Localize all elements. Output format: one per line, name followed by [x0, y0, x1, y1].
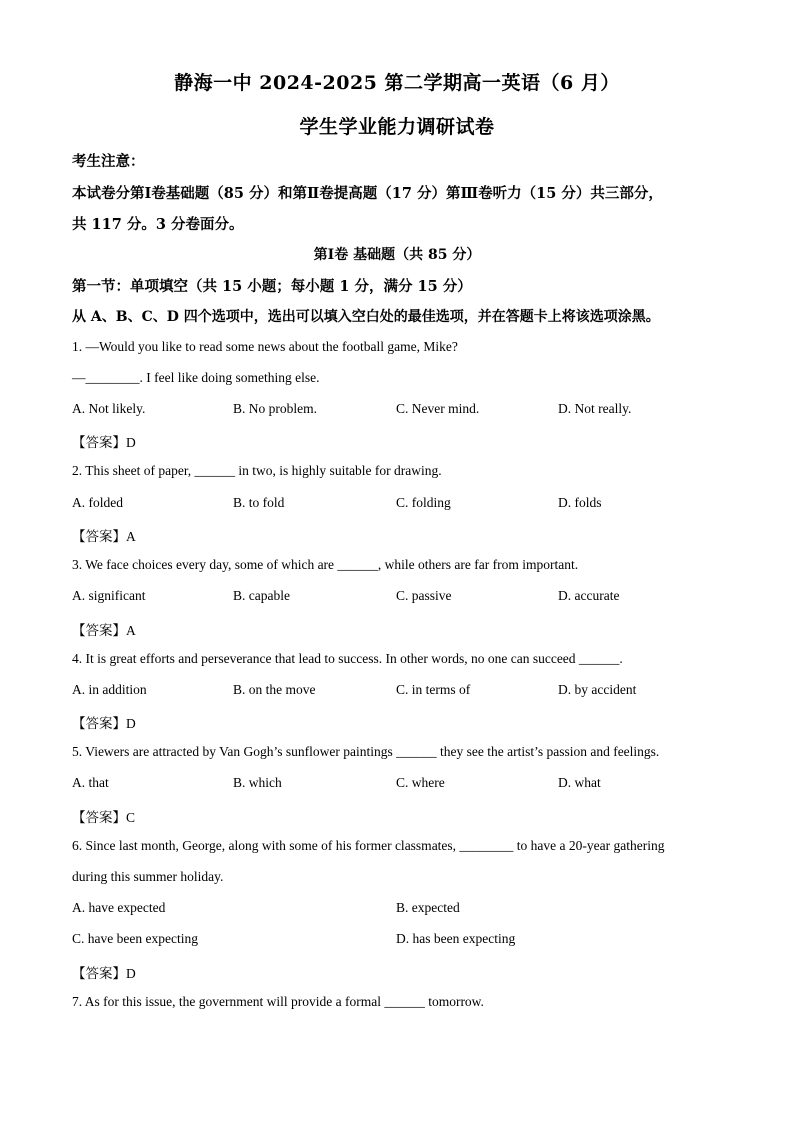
question-2-option-c: C. folding — [396, 495, 451, 510]
exam-title: 静海一中 2024-2025 第二学期高一英语（6 月） — [174, 72, 620, 94]
answer-value: D — [126, 716, 136, 731]
answer-value: D — [126, 435, 136, 450]
question-3-option-b: B. capable — [233, 588, 290, 603]
question-6-option-a: A. have expected — [72, 900, 166, 915]
question-1-option-b: B. No problem. — [233, 401, 317, 416]
question-2-option-a: A. folded — [72, 495, 123, 510]
question-6-option-b: B. expected — [396, 900, 460, 915]
question-3-stem: 3. We face choices every day, some of which are ______, while others are far from important. — [72, 557, 579, 572]
answer-value: A — [126, 529, 136, 544]
question-6-option-c: C. have been expecting — [72, 931, 198, 946]
question-2-stem: 2. This sheet of paper, ______ in two, is highly suitable for drawing. — [72, 463, 442, 478]
question-2-answer — [72, 525, 136, 545]
question-3-option-c: C. passive — [396, 588, 452, 603]
question-1-stem-2: —________. I feel like doing something else. — [72, 370, 320, 385]
question-4-stem: 4. It is great efforts and perseverance that lead to success. In other words, no one can succeed ______. — [72, 651, 623, 666]
section-heading: 第Ⅰ卷 基础题（共 85 分） — [313, 247, 481, 263]
answer-label: 【答案】 — [72, 623, 126, 639]
question-4-option-c: C. in terms of — [396, 682, 471, 697]
question-1-answer — [72, 431, 136, 451]
answer-label: 【答案】 — [72, 529, 126, 545]
question-5-option-a: A. that — [72, 775, 109, 790]
part-heading: 第一节：单项填空（共 15 小题；每小题 1 分，满分 15 分） — [72, 278, 472, 295]
answer-label: 【答案】 — [72, 966, 126, 982]
question-4-option-b: B. on the move — [233, 682, 316, 697]
question-3-option-d: D. accurate — [558, 588, 620, 603]
question-1-stem: 1. —Would you like to read some news about the football game, Mike? — [72, 339, 458, 354]
question-4-option-d: D. by accident — [558, 682, 637, 697]
answer-value: C — [126, 810, 136, 825]
instruction: 从 A、B、C、D 四个选项中，选出可以填入空白处的最佳选项，并在答题卡上将该选项涂黑。 — [72, 309, 660, 325]
question-2-option-b: B. to fold — [233, 495, 285, 510]
notice-label: 考生注意： — [72, 153, 145, 170]
question-7-stem: 7. As for this issue, the government will provide a formal ______ tomorrow. — [72, 994, 484, 1009]
notice-line-1: 本试卷分第Ⅰ卷基础题（85 分）和第Ⅱ卷提高题（17 分）第Ⅲ卷听力（15 分）共三部分， — [72, 185, 663, 202]
question-2-option-d: D. folds — [558, 495, 602, 510]
answer-label: 【答案】 — [72, 810, 126, 826]
exam-subtitle: 学生学业能力调研试卷 — [299, 116, 495, 138]
answer-value: A — [126, 623, 136, 638]
question-4-option-a: A. in addition — [72, 682, 147, 697]
question-5-option-c: C. where — [396, 775, 445, 790]
question-1-option-a: A. Not likely. — [72, 401, 146, 416]
question-3-answer — [72, 619, 136, 639]
question-1-option-d: D. Not really. — [558, 401, 632, 416]
question-6-option-d: D. has been expecting — [396, 931, 516, 946]
answer-label: 【答案】 — [72, 435, 126, 451]
question-5-option-d: D. what — [558, 775, 601, 790]
question-6-stem: 6. Since last month, George, along with some of his former classmates, ________ to have a 20-year gathering — [72, 838, 665, 853]
answer-value: D — [126, 966, 136, 981]
question-1-option-c: C. Never mind. — [396, 401, 480, 416]
notice-line-2: 共 117 分。3 分卷面分。 — [72, 216, 244, 233]
answer-label: 【答案】 — [72, 716, 126, 732]
question-5-option-b: B. which — [233, 775, 282, 790]
question-6-stem-2: during this summer holiday. — [72, 869, 224, 884]
question-4-answer — [72, 712, 136, 732]
question-6-answer — [72, 962, 136, 982]
question-5-stem: 5. Viewers are attracted by Van Gogh’s sunflower paintings ______ they see the artist’s passion and feelings. — [72, 744, 660, 759]
question-5-answer — [72, 806, 135, 826]
question-3-option-a: A. significant — [72, 588, 146, 603]
